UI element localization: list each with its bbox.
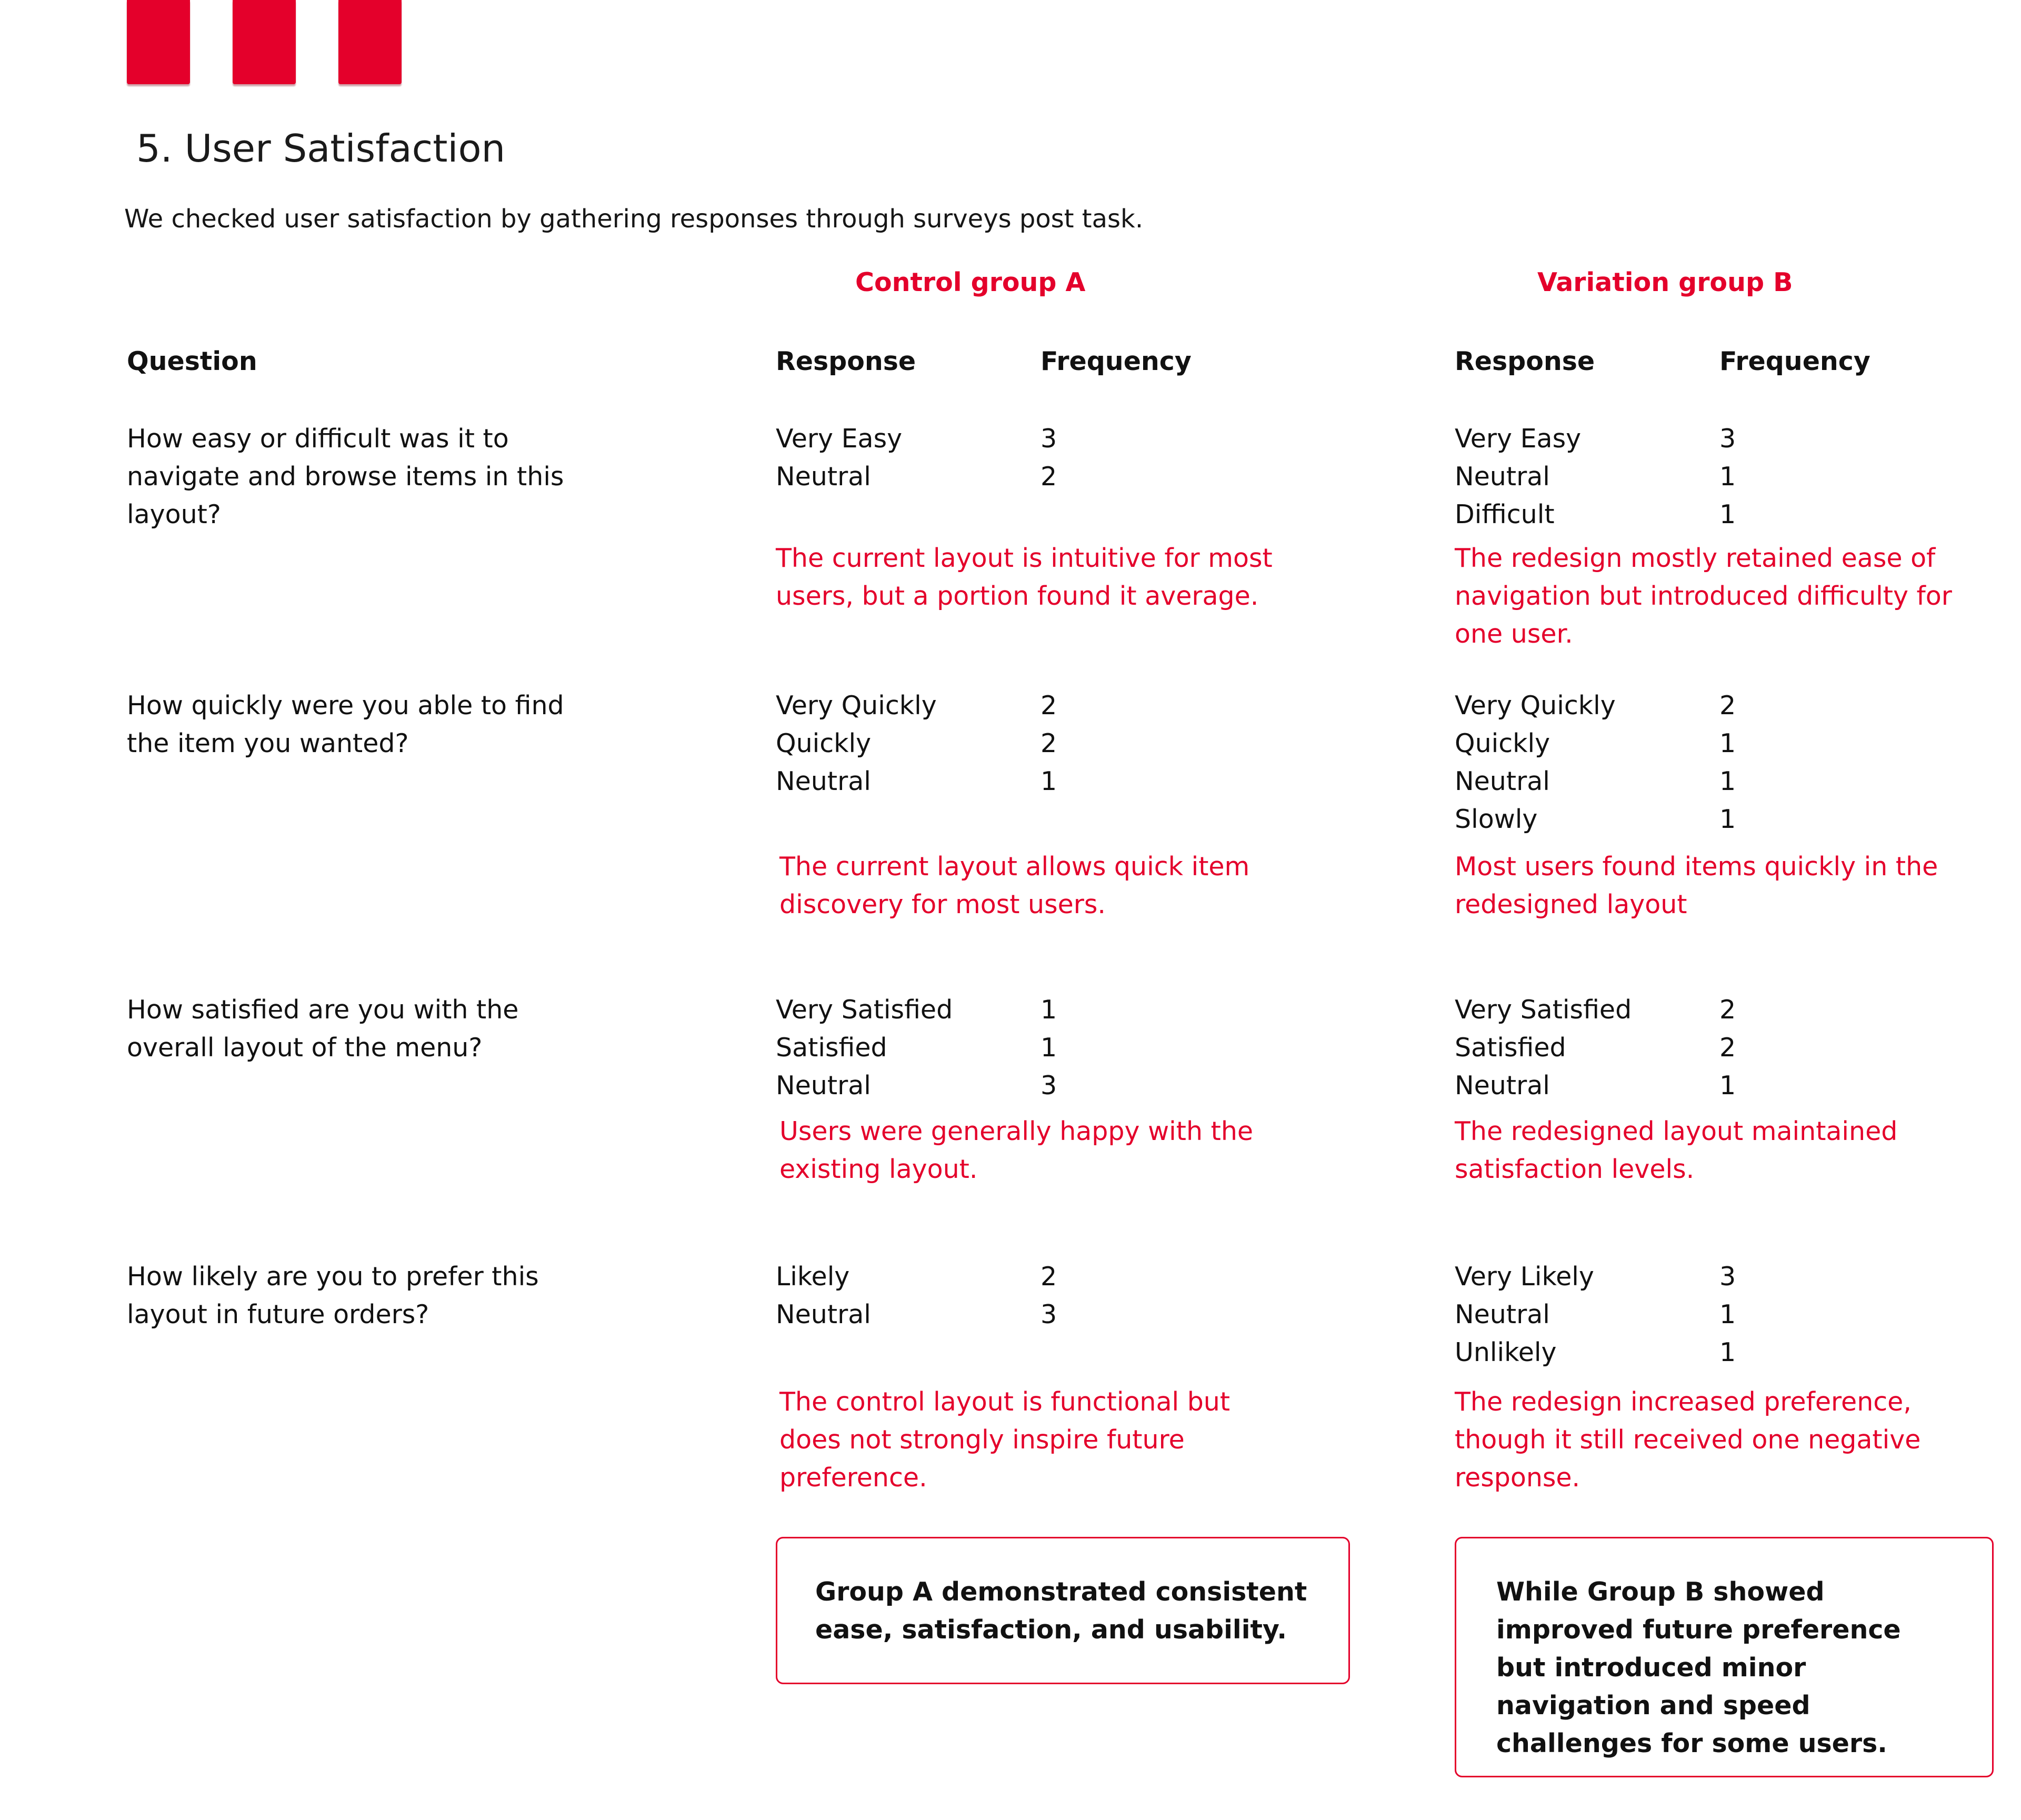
response-label: Very Satisfied bbox=[776, 995, 953, 1025]
response-label: Very Likely bbox=[1455, 1262, 1594, 1292]
response-row bbox=[1455, 687, 1736, 725]
response-row bbox=[776, 458, 1057, 496]
response-frequency: 3 bbox=[1719, 1262, 1736, 1292]
response-frequency: 1 bbox=[1040, 1033, 1057, 1063]
logo-stripe bbox=[338, 0, 402, 84]
group-a-title: Control group A bbox=[855, 267, 1086, 297]
response-label: Neutral bbox=[776, 1299, 871, 1329]
response-label: Very Easy bbox=[1455, 424, 1582, 454]
response-frequency: 1 bbox=[1040, 766, 1057, 796]
response-label: Quickly bbox=[776, 728, 872, 758]
response-frequency: 2 bbox=[1719, 1033, 1736, 1063]
response-row bbox=[776, 1029, 1057, 1067]
group-b-responses-q2 bbox=[1455, 687, 1736, 838]
response-frequency: 1 bbox=[1719, 1337, 1736, 1367]
response-row bbox=[1455, 725, 1736, 763]
response-label: Neutral bbox=[1455, 1071, 1550, 1101]
response-row bbox=[1455, 991, 1736, 1029]
response-row bbox=[776, 1067, 1057, 1105]
response-frequency: 2 bbox=[1040, 1262, 1057, 1292]
response-frequency: 2 bbox=[1719, 995, 1736, 1025]
response-label: Likely bbox=[776, 1262, 850, 1292]
group-b-note-q3: The redesigned layout maintained satisfaction levels. bbox=[1455, 1116, 1898, 1184]
question-2: How quickly were you able to find the item you wanted? bbox=[127, 691, 564, 758]
question-1: How easy or difficult was it to navigate and browse items in this layout? bbox=[127, 424, 564, 529]
response-frequency: 1 bbox=[1719, 1299, 1736, 1329]
response-frequency: 3 bbox=[1040, 424, 1057, 454]
group-a-summary-box bbox=[776, 1537, 1350, 1684]
response-row bbox=[776, 1296, 1057, 1334]
response-row bbox=[1455, 1334, 1736, 1372]
group-a-note-q4: The control layout is functional but does not strongly inspire future preference. bbox=[779, 1387, 1230, 1493]
response-label: Neutral bbox=[1455, 462, 1550, 492]
section-title: 5. User Satisfaction bbox=[136, 126, 506, 171]
response-label: Neutral bbox=[776, 766, 871, 796]
group-a-responses-q4 bbox=[776, 1258, 1057, 1334]
response-row bbox=[776, 725, 1057, 763]
response-label: Satisfied bbox=[1455, 1033, 1566, 1063]
response-frequency: 1 bbox=[1040, 995, 1057, 1025]
response-row bbox=[776, 1258, 1057, 1296]
question-4: How likely are you to prefer this layout in future orders? bbox=[127, 1262, 539, 1329]
group-b-note-q2: Most users found items quickly in the redesigned layout bbox=[1455, 852, 1938, 919]
response-label: Satisfied bbox=[776, 1033, 887, 1063]
response-row bbox=[776, 420, 1057, 458]
response-row bbox=[1455, 1067, 1736, 1105]
group-a-response-header: Response bbox=[776, 346, 916, 376]
group-a-note-q3: Users were generally happy with the existing layout. bbox=[779, 1116, 1254, 1184]
response-row bbox=[776, 991, 1057, 1029]
group-b-responses-q1 bbox=[1455, 420, 1736, 534]
response-label: Very Easy bbox=[776, 424, 903, 454]
logo-stripe bbox=[127, 0, 190, 84]
response-label: Quickly bbox=[1455, 728, 1550, 758]
response-row bbox=[1455, 801, 1736, 838]
response-frequency: 1 bbox=[1719, 766, 1736, 796]
group-a-responses-q3 bbox=[776, 991, 1057, 1105]
response-label: Neutral bbox=[1455, 1299, 1550, 1329]
group-b-note-q4: The redesign increased preference, though it still received one negative response. bbox=[1455, 1387, 1921, 1493]
group-b-summary-box bbox=[1455, 1537, 1994, 1777]
response-label: Neutral bbox=[1455, 766, 1550, 796]
response-label: Neutral bbox=[776, 462, 871, 492]
group-b-responses-q3 bbox=[1455, 991, 1736, 1105]
response-frequency: 2 bbox=[1719, 691, 1736, 721]
group-a-frequency-header: Frequency bbox=[1040, 346, 1192, 376]
response-frequency: 3 bbox=[1040, 1071, 1057, 1101]
response-row bbox=[1455, 1029, 1736, 1067]
response-frequency: 1 bbox=[1719, 462, 1736, 492]
response-frequency: 3 bbox=[1719, 424, 1736, 454]
response-frequency: 1 bbox=[1719, 1071, 1736, 1101]
response-row bbox=[776, 763, 1057, 801]
group-b-title: Variation group B bbox=[1537, 267, 1793, 297]
question-3: How satisfied are you with the overall layout of the menu? bbox=[127, 995, 519, 1063]
response-label: Slowly bbox=[1455, 804, 1538, 834]
response-frequency: 1 bbox=[1719, 728, 1736, 758]
response-row bbox=[1455, 458, 1736, 496]
response-row bbox=[1455, 763, 1736, 801]
response-label: Very Quickly bbox=[1455, 691, 1616, 721]
group-b-frequency-header: Frequency bbox=[1719, 346, 1870, 376]
question-header: Question bbox=[127, 346, 257, 376]
response-row bbox=[1455, 420, 1736, 458]
response-row bbox=[776, 687, 1057, 725]
response-row bbox=[1455, 1258, 1736, 1296]
response-frequency: 2 bbox=[1040, 728, 1057, 758]
logo-stripe bbox=[233, 0, 296, 84]
response-label: Neutral bbox=[776, 1071, 871, 1101]
group-a-summary: Group A demonstrated consistent ease, satisfaction, and usability. bbox=[815, 1577, 1307, 1645]
response-label: Difficult bbox=[1455, 499, 1555, 529]
response-row bbox=[1455, 496, 1736, 534]
group-a-note-q2: The current layout allows quick item discovery for most users. bbox=[779, 852, 1250, 919]
section-intro: We checked user satisfaction by gathering responses through surveys post task. bbox=[124, 204, 1144, 234]
response-frequency: 1 bbox=[1719, 499, 1736, 529]
group-b-note-q1: The redesign mostly retained ease of navigation but introduced difficulty for one user. bbox=[1455, 543, 1952, 649]
response-label: Very Quickly bbox=[776, 691, 937, 721]
response-frequency: 2 bbox=[1040, 691, 1057, 721]
group-a-responses-q1 bbox=[776, 420, 1057, 496]
response-frequency: 2 bbox=[1040, 462, 1057, 492]
response-label: Unlikely bbox=[1455, 1337, 1557, 1367]
group-b-summary: While Group B showed improved future preference but introduced minor navigation and speed challenges for some users. bbox=[1496, 1577, 1901, 1758]
response-frequency: 3 bbox=[1040, 1299, 1057, 1329]
group-b-responses-q4 bbox=[1455, 1258, 1736, 1372]
group-a-responses-q2 bbox=[776, 687, 1057, 801]
group-b-response-header: Response bbox=[1455, 346, 1595, 376]
group-a-note-q1: The current layout is intuitive for most users, but a portion found it average. bbox=[776, 543, 1273, 611]
response-row bbox=[1455, 1296, 1736, 1334]
response-frequency: 1 bbox=[1719, 804, 1736, 834]
response-label: Very Satisfied bbox=[1455, 995, 1632, 1025]
